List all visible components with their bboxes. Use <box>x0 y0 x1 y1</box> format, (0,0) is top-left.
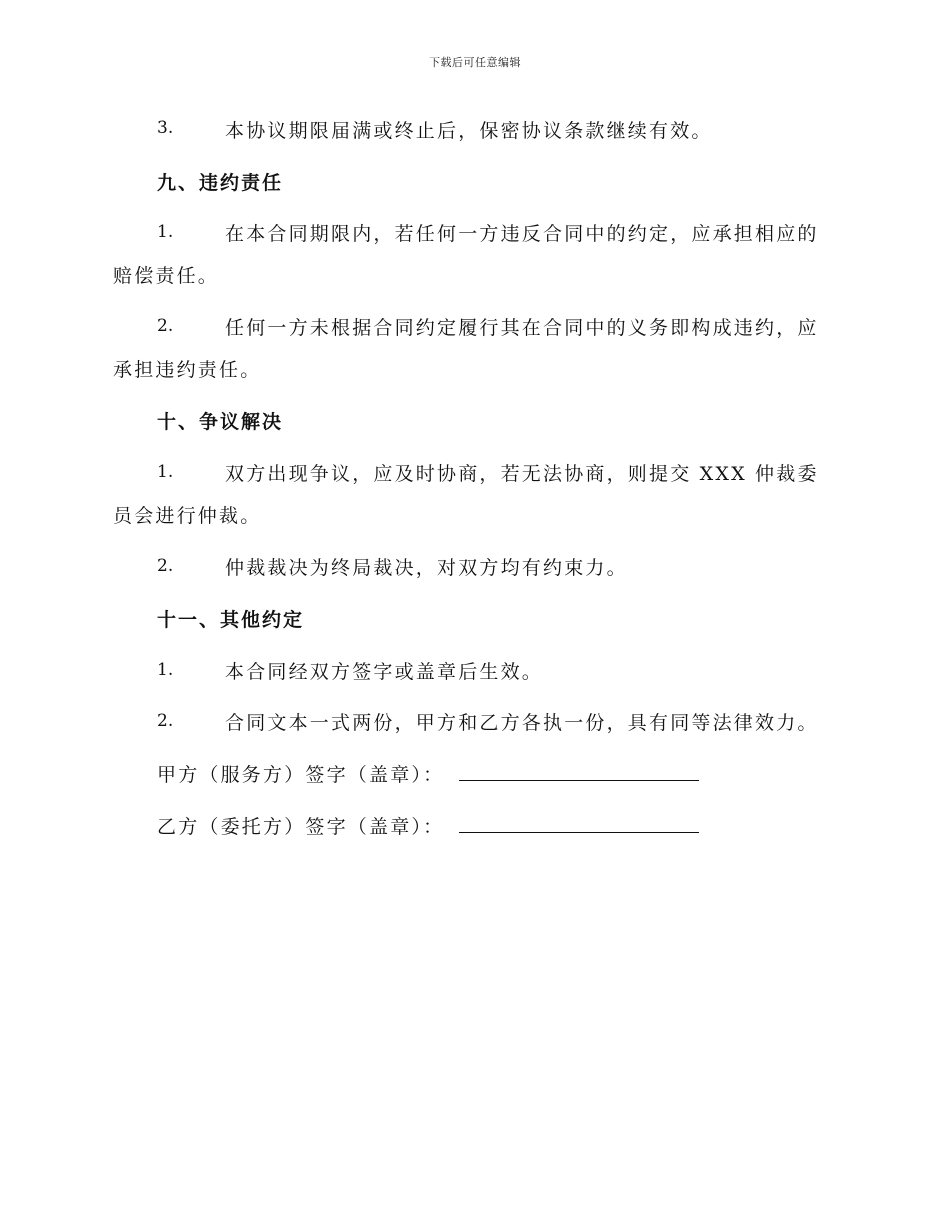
clause-text-continuation: 承担违约责任。 <box>113 359 262 381</box>
party-a-signature-line <box>459 780 699 781</box>
clause-number: 2. <box>157 711 174 731</box>
clause-text: 双方出现争议，应及时协商，若无法协商，则提交 XXX 仲裁委 <box>225 463 819 485</box>
clause-text: 任何一方未根据合同约定履行其在合同中的义务即构成违约，应 <box>225 317 819 339</box>
clause-number: 2. <box>157 556 174 576</box>
clause-text: 仲裁裁决为终局裁决，对双方均有约束力。 <box>225 557 628 579</box>
section-heading-dispute-resolution: 十、争议解决 <box>157 411 284 433</box>
clause-number: 1. <box>157 222 174 242</box>
section-heading-other-terms: 十一、其他约定 <box>157 609 305 631</box>
clause-text: 在本合同期限内，若任何一方违反合同中的约定，应承担相应的 <box>225 223 819 245</box>
party-a-signature-label: 甲方（服务方）签字（盖章）： <box>157 764 445 786</box>
party-b-signature-label: 乙方（委托方）签字（盖章）： <box>157 816 445 838</box>
clause-text-continuation: 员会进行仲裁。 <box>113 505 262 527</box>
section-heading-breach-liability: 九、违约责任 <box>157 172 284 194</box>
clause-number: 2. <box>157 316 174 336</box>
clause-text-continuation: 赔偿责任。 <box>113 265 220 287</box>
clause-number: 1. <box>157 462 174 482</box>
clause-number: 1. <box>157 660 174 680</box>
party-b-signature-line <box>459 832 699 833</box>
clause-number: 3. <box>157 118 174 138</box>
clause-text: 合同文本一式两份，甲方和乙方各执一份，具有同等法律效力。 <box>225 712 819 734</box>
clause-text: 本合同经双方签字或盖章后生效。 <box>225 661 544 683</box>
page-header-note: 下载后可任意编辑 <box>429 56 521 69</box>
clause-text: 本协议期限届满或终止后，保密协议条款继续有效。 <box>225 120 713 142</box>
